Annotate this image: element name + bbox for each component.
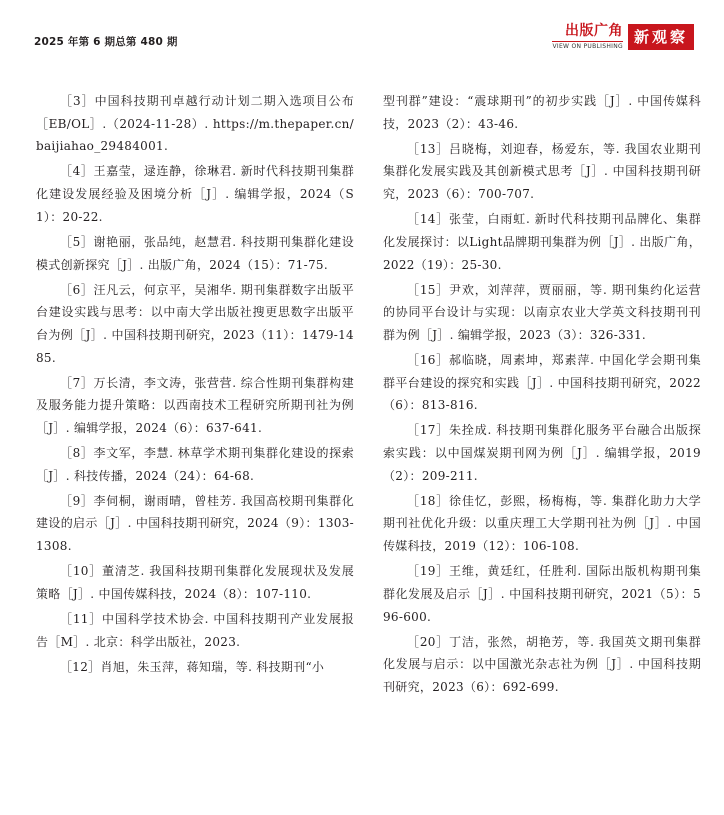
reference-item: ［15］尹欢，刘萍萍，贾丽丽，等. 期刊集约化运营的协同平台设计与实现：以南京农业大学英文科技期刊刊群为例［J］. 编辑学报，2023（3）：326-331. (383, 282, 701, 342)
references-left-column (36, 90, 354, 681)
reference-item: ［5］谢艳丽，张品纯，赵慧君. 科技期刊集群化建设模式创新探究［J］. 出版广角，2024（15）：71-75. (36, 234, 354, 272)
issue-info: 2025 年第 6 期总第 480 期 (34, 36, 178, 48)
reference-item: ［14］张莹，白雨虹. 新时代科技期刊品牌化、集群化发展探讨：以Light品牌期刊集群为例［J］. 出版广角，2022（19）：25-30. (383, 212, 701, 272)
references-right-column (383, 90, 701, 701)
reference-item: ［11］中国科学技术协会. 中国科技期刊产业发展报告［M］. 北京：科学出版社，2023. (36, 611, 354, 649)
reference-item: ［19］王维，黄廷红，任胜利. 国际出版机构期刊集群化发展及启示［J］. 中国科技期刊研究，2021（5）：596-600. (383, 564, 701, 624)
journal-brand (552, 24, 694, 52)
reference-item: ［6］汪凡云，何京平，吴湘华. 期刊集群数字出版平台建设实践与思考：以中南大学出版社搜更思数字出版平台为例［J］. 中国科技期刊研究，2023（11）：1479-1485. (36, 282, 354, 365)
reference-item: ［18］徐佳忆，彭熙，杨梅梅，等. 集群化助力大学期刊社优化升级：以重庆理工大学期刊社为例［J］. 中国传媒科技，2019（12）：106-108. (383, 493, 701, 554)
reference-item: ［16］郝临晓，周素坤，郑素萍. 中国化学会期刊集群平台建设的探究和实践［J］. 中国科技期刊研究，2022（6）：813-816. (383, 352, 701, 413)
reference-item: ［8］李文军，李慧. 林草学术期刊集群化建设的探索［J］. 科技传播，2024（24）：64-68. (36, 446, 354, 483)
brand-logo (552, 24, 623, 50)
reference-continuation: 型刊群”建设：“震球期刊”的初步实践［J］. 中国传媒科技，2023（2）：43-46. (383, 94, 701, 131)
reference-item: ［17］朱拴成. 科技期刊集群化服务平台融合出版探索实践：以中国煤炭期刊网为例［J］. 编辑学报，2019（2）：209-211. (383, 423, 701, 483)
reference-item: ［9］李伺桐，谢雨晴，曾桂芳. 我国高校期刊集群化建设的启示［J］. 中国科技期刊研究，2024（9）：1303-1308. (36, 493, 354, 554)
reference-item: ［20］丁洁，张然，胡艳芳，等. 我国英文期刊集群化发展与启示：以中国激光杂志社为例［J］. 中国科技期刊研究，2023（6）：692-699. (383, 634, 701, 694)
reference-item: ［10］董清芝. 我国科技期刊集群化发展现状及发展策略［J］. 中国传媒科技，2024（8）：107-110. (36, 564, 354, 601)
reference-item: ［3］中国科技期刊卓越行动计划二期入选项目公布［EB/OL］.（2024-11-28）. https://m.thepaper.cn/baijiahao_29484001. (36, 94, 354, 154)
brand-name-cn: 出版广角 (564, 23, 623, 39)
reference-item: ［13］吕晓梅，刘迎春，杨爱东，等. 我国农业期刊集群化发展实践及其创新模式思考［J］. 中国科技期刊研究，2023（6）：700-707. (383, 141, 701, 202)
brand-name-en: VIEW ON PUBLISHING (552, 43, 623, 50)
page-header (0, 0, 724, 58)
reference-item: ［12］肖旭，朱玉萍，蒋知瑞，等. 科技期刊“小 (60, 659, 325, 674)
reference-item: ［7］万长清，李文涛，张营营. 综合性期刊集群构建及服务能力提升策略：以西南技术工程研究所期刊社为例［J］. 编辑学报，2024（6）：637-641. (36, 375, 354, 436)
column-label: 新观察 (628, 24, 694, 50)
reference-item: ［4］王嘉莹，逯连静，徐琳君. 新时代科技期刊集群化建设发展经验及困境分析［J］. 编辑学报，2024（S1）：20-22. (36, 164, 354, 224)
